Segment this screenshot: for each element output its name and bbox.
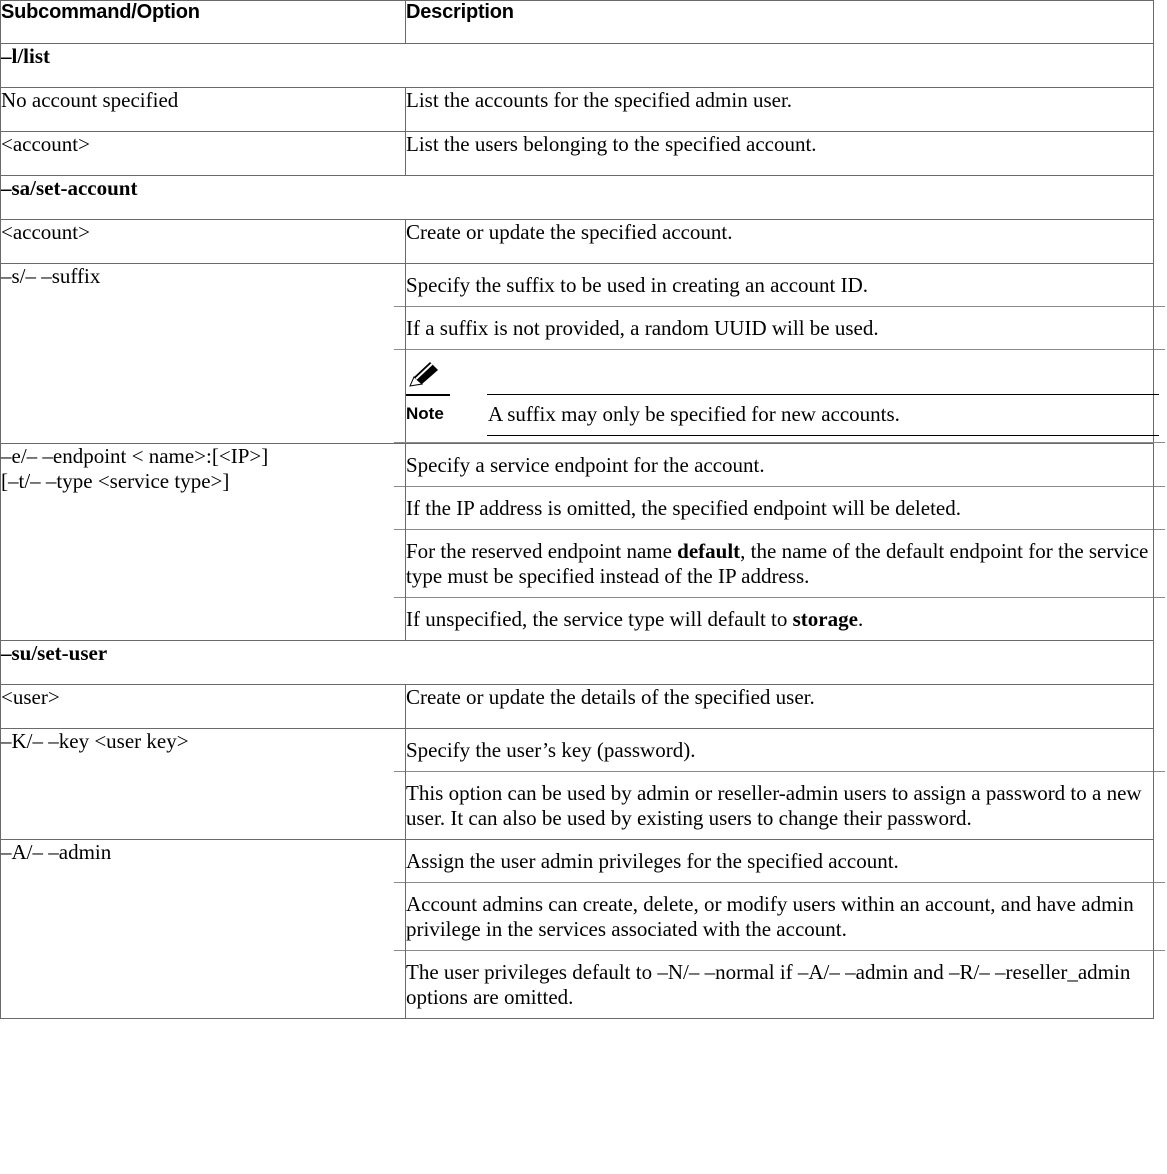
table-row xyxy=(1,264,1154,444)
section-row-set-account xyxy=(1,176,1154,220)
section-title-set-user: –su/set-user xyxy=(1,641,1154,685)
table-row xyxy=(1,685,1154,729)
option-cell: <account> xyxy=(1,220,406,264)
note-block xyxy=(394,350,1165,443)
description-paragraph: Assign the user admin privileges for the specified account. xyxy=(394,840,1165,883)
text-run: . xyxy=(857,607,864,631)
description-cell xyxy=(406,444,1154,641)
description-cell xyxy=(406,264,1154,444)
description-cell: List the users belonging to the specified account. xyxy=(406,132,1154,176)
description-paragraph: If a suffix is not provided, a random UUID will be used. xyxy=(394,307,1165,350)
bold-term: storage xyxy=(792,607,858,631)
option-cell: –A/– –admin xyxy=(1,840,406,1019)
table-row xyxy=(1,444,1154,641)
note-text: A suffix may only be specified for new accounts. xyxy=(488,402,900,426)
option-line: [–t/– –type <service type>] xyxy=(1,469,230,493)
table-row xyxy=(1,840,1154,1019)
option-line: –e/– –endpoint < name>:[<IP>] xyxy=(1,444,269,468)
description-paragraph: Specify the user’s key (password). xyxy=(394,729,1165,772)
option-cell: –s/– –suffix xyxy=(1,264,406,444)
bold-term: default xyxy=(677,539,741,563)
table-header-row xyxy=(1,1,1154,44)
section-title-list: –l/list xyxy=(1,44,1154,88)
header-description: Description xyxy=(406,1,1154,44)
table-row xyxy=(1,729,1154,840)
option-cell xyxy=(1,444,406,641)
section-title-set-account: –sa/set-account xyxy=(1,176,1154,220)
text-run: For the reserved endpoint name xyxy=(406,539,678,563)
option-cell: <user> xyxy=(1,685,406,729)
table-row xyxy=(1,220,1154,264)
description-cell: List the accounts for the specified admin user. xyxy=(406,88,1154,132)
section-row-list xyxy=(1,44,1154,88)
note-top-line xyxy=(487,394,1159,395)
option-cell: <account> xyxy=(1,132,406,176)
text-run: , the name of the default endpoint for the service type must be specified instead of the IP address. xyxy=(406,539,1149,588)
table-row xyxy=(1,88,1154,132)
description-paragraph: The user privileges default to –N/– –normal if –A/– –admin and –R/– –reseller_admin options are omitted. xyxy=(406,960,1131,1009)
description-paragraph: Account admins can create, delete, or modify users within an account, and have admin privilege in the services associated with the account. xyxy=(394,883,1165,951)
description-cell: Create or update the specified account. xyxy=(406,220,1154,264)
option-cell: No account specified xyxy=(1,88,406,132)
description-paragraph: Specify the suffix to be used in creating an account ID. xyxy=(394,264,1165,307)
description-paragraph xyxy=(394,530,1165,598)
description-paragraph: If the IP address is omitted, the specified endpoint will be deleted. xyxy=(394,487,1165,530)
note-label: Note xyxy=(406,404,444,423)
pencil-icon xyxy=(406,360,442,396)
note-rule xyxy=(406,394,450,396)
note-bottom-line xyxy=(487,435,1159,436)
text-run: If unspecified, the service type will default to xyxy=(406,607,793,631)
table-row xyxy=(1,132,1154,176)
section-row-set-user xyxy=(1,641,1154,685)
description-cell xyxy=(406,840,1154,1019)
header-subcommand: Subcommand/Option xyxy=(1,1,406,44)
option-cell: –K/– –key <user key> xyxy=(1,729,406,840)
description-cell: Create or update the details of the specified user. xyxy=(406,685,1154,729)
description-cell xyxy=(406,729,1154,840)
description-paragraph: This option can be used by admin or reseller-admin users to assign a password to a new user. It can also be used by existing users to change their password. xyxy=(406,781,1142,830)
description-paragraph xyxy=(394,598,1165,640)
description-paragraph: Specify a service endpoint for the account. xyxy=(394,444,1165,487)
